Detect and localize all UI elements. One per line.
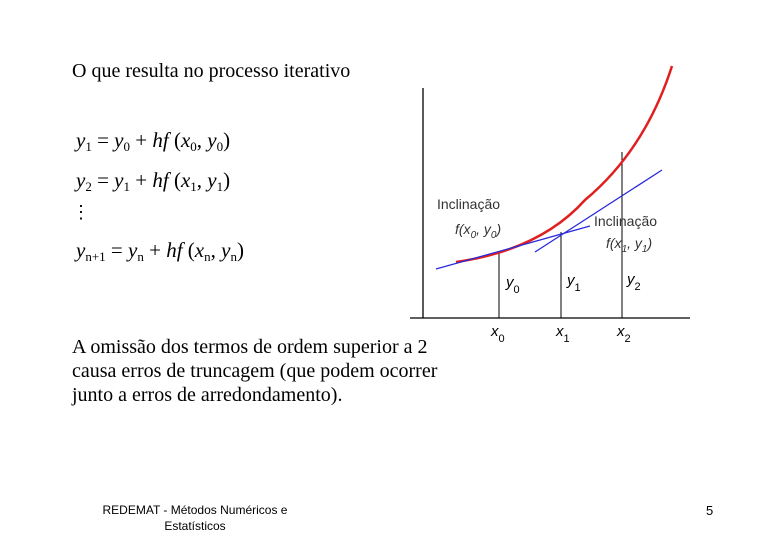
truncation-note: A omissão dos termos de ordem superior a 2 causa erros de truncagem (que podem ocorrer junto a erros de arredondamento).	[72, 336, 438, 406]
equation-y1: $y_1 = y_0$ + hf ($x_0$, $y_0$)	[76, 128, 231, 154]
y1-label: $y_1$	[567, 272, 581, 294]
x0-label: $x_0$	[491, 323, 505, 345]
slope-label-2-word: Inclinação	[594, 213, 658, 229]
slope-label-1-expr: $f(x_0$, $y_0$)	[455, 221, 502, 241]
y0-label: $y_0$	[506, 274, 520, 296]
vertical-ellipsis: ⋮	[72, 202, 90, 222]
slope-label-1-word: Inclinação	[437, 196, 501, 212]
equation-y2: $y_2 = y_1$ + hf ($x_1$, $y_1$)	[76, 168, 231, 194]
y2-label: $y_2$	[627, 271, 641, 293]
page-number: 5	[706, 503, 714, 518]
x2-label: $x_2$	[617, 323, 631, 345]
slide-title: O que resulta no processo iterativo	[72, 60, 351, 82]
x1-label: $x_1$	[556, 323, 570, 345]
footer-text: REDEMAT - Métodos Numéricos e Estatísticos	[102, 503, 288, 533]
equation-yn1: $y_{n+1} = y_n$ + hf ($x_n$, $y_n$)	[76, 238, 244, 264]
slope-line-2	[535, 170, 662, 252]
euler-method-figure	[400, 60, 700, 360]
slope-label-2-expr: $f(x_1$, $y_1$)	[606, 235, 653, 255]
